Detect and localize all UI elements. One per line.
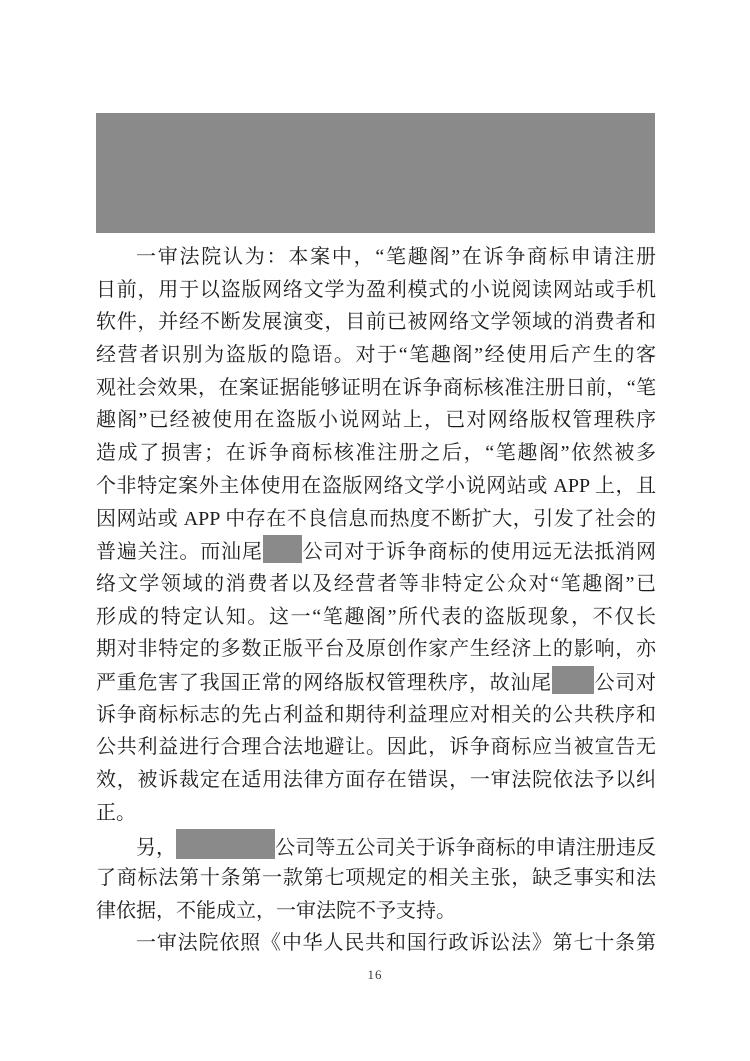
- redaction-inline: [263, 535, 302, 563]
- text-line: [96, 895, 656, 928]
- text-run: 公司等五公司关于诉争商标的申请注册违反: [275, 837, 656, 860]
- text-run: 造成了损害；在诉争商标核准注册之后，“笔趣阁”依然被多: [96, 442, 656, 465]
- text-run: 经营者识别为盗版的隐语。对于“笔趣阁”经使用后产生的客: [96, 344, 656, 367]
- text-line: [96, 372, 656, 405]
- body-text: [96, 241, 656, 960]
- text-line: [96, 633, 656, 666]
- text-run: 因网站或 APP 中存在不良信息而热度不断扩大，引发了社会的: [96, 507, 656, 530]
- text-line: [96, 241, 656, 274]
- text-run: 另，: [136, 837, 177, 860]
- redaction-inline: [176, 829, 275, 859]
- text-line: [96, 535, 656, 568]
- text-line: [96, 437, 656, 470]
- text-run: 效，被诉裁定在适用法律方面存在错误，一审法院依法予以纠: [96, 769, 656, 791]
- text-line: [96, 470, 656, 503]
- text-run: 普遍关注。而汕尾: [96, 541, 263, 564]
- text-run: 络文学领域的消费者以及经营者等非特定公众对“笔趣阁”已: [96, 572, 656, 595]
- page-number: 16: [367, 967, 383, 982]
- text-line: [96, 666, 656, 699]
- text-line: [96, 829, 656, 862]
- redaction-block-large: [96, 113, 655, 233]
- text-run: 诉争商标标志的先占利益和期待利益理应对相关的公共秩序和: [96, 703, 656, 726]
- text-run: 个非特定案外主体使用在盗版网络文学小说网站或 APP 上，且: [96, 474, 656, 497]
- text-line: [96, 601, 656, 634]
- text-run: 日前，用于以盗版网络文学为盈利模式的小说阅读网站或手机: [96, 278, 656, 301]
- text-run: 一审法院认为：本案中，“笔趣阁”在诉争商标申请注册: [136, 246, 656, 268]
- text-line: [96, 764, 656, 797]
- redaction-inline: [552, 666, 594, 694]
- text-run: 正。: [96, 801, 136, 824]
- text-line: [96, 503, 656, 536]
- text-run: 公司对于诉争商标的使用远无法抵消网: [301, 541, 656, 564]
- text-run: 期对非特定的多数正版平台及原创作家产生经济上的影响，亦: [96, 638, 656, 661]
- text-line: [96, 339, 656, 372]
- text-run: 软件，并经不断发展演变，目前已被网络文学领域的消费者和: [96, 311, 656, 334]
- text-run: 观社会效果，在案证据能够证明在诉争商标核准注册日前，“笔: [96, 376, 656, 399]
- text-run: 一审法院依照《中华人民共和国行政诉讼法》第七十条第: [136, 932, 656, 955]
- text-run: 公共利益进行合理合法地避让。因此，诉争商标应当被宣告无: [96, 736, 656, 759]
- text-run: 公司对: [593, 671, 656, 694]
- text-run: 了商标法第十条第一款第七项规定的相关主张，缺乏事实和法: [96, 867, 656, 890]
- text-line: [96, 731, 656, 764]
- text-run: 严重危害了我国正常的网络版权管理秩序，故汕尾: [96, 671, 552, 694]
- text-line: [96, 699, 656, 732]
- text-line: [96, 797, 656, 830]
- text-run: 律依据，不能成立，一审法院不予支持。: [96, 899, 456, 922]
- text-line: [96, 862, 656, 895]
- text-run: 形成的特定认知。这一“笔趣阁”所代表的盗版现象，不仅长: [96, 605, 656, 628]
- text-line: [96, 927, 656, 960]
- text-line: [96, 568, 656, 601]
- text-line: [96, 274, 656, 307]
- text-line: [96, 306, 656, 339]
- text-run: 趣阁”已经被使用在盗版小说网站上，已对网络版权管理秩序: [96, 409, 656, 432]
- text-line: [96, 404, 656, 437]
